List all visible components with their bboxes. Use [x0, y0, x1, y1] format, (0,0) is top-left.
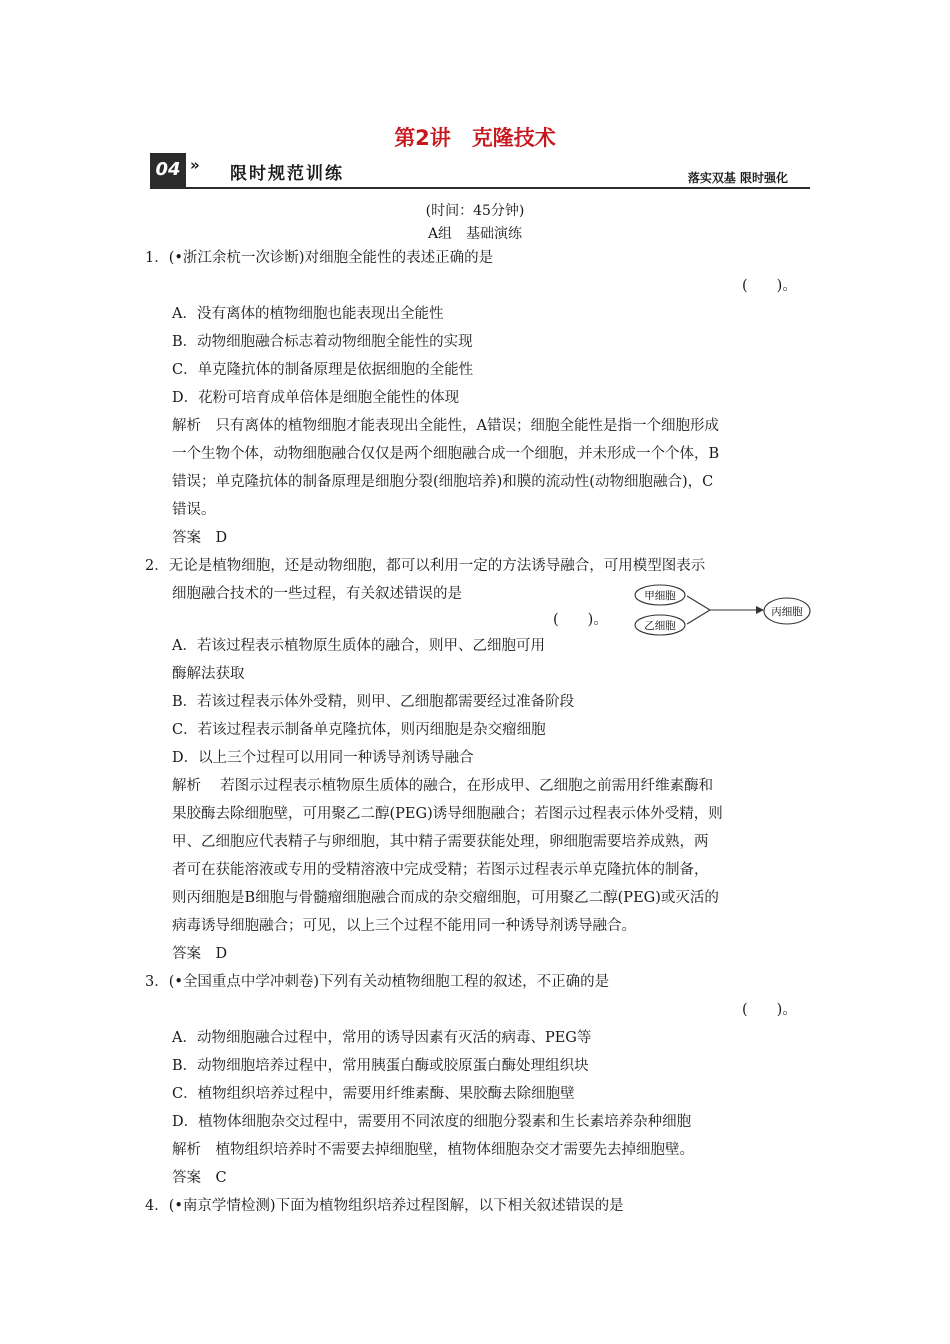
answer-2: 答案 D — [172, 946, 228, 962]
answer-3: 答案 C — [172, 1170, 227, 1186]
explanation-1-line-1: 解析 只有离体的植物细胞才能表现出全能性，A错误；细胞全能性是指一个细胞形成 — [172, 418, 719, 434]
cell-b-label: 乙细胞 — [644, 620, 676, 632]
option-3c: C．植物组织培养过程中，需要用纤维素酶、果胶酶去除细胞壁 — [172, 1086, 575, 1102]
explanation-1-line-3: 错误；单克隆抗体的制备原理是细胞分裂(细胞培养)和膜的流动性(动物细胞融合)，C — [172, 474, 714, 490]
section-title: 限时规范训练 — [230, 164, 344, 184]
explanation-2-line-3: 甲、乙细胞应代表精子与卵细胞，其中精子需要获能处理，卵细胞需要培养成熟，两 — [172, 834, 709, 850]
option-2d: D．以上三个过程可以用同一种诱导剂诱导融合 — [172, 750, 474, 766]
explanation-2-line-6: 病毒诱导细胞融合；可见，以上三个过程不能用同一种诱导剂诱导融合。 — [172, 918, 636, 934]
page-title: 第2讲 克隆技术 — [394, 126, 556, 150]
option-1d: D．花粉可培育成单倍体是细胞全能性的体现 — [172, 390, 460, 406]
question-4-stem: 4．(•南京学情检测)下面为植物组织培养过程图解，以下相关叙述错误的是 — [145, 1198, 624, 1214]
cell-fusion-diagram — [632, 582, 812, 638]
explanation-1-line-2: 一个生物个体，动物细胞融合仅仅是两个细胞融合成一个细胞，并未形成一个个体，B — [172, 446, 720, 462]
merge-line-a — [687, 596, 710, 610]
time-limit: (时间：45分钟) — [425, 203, 525, 219]
answer-1: 答案 D — [172, 530, 228, 546]
option-3d: D．植物体细胞杂交过程中，需要用不同浓度的细胞分裂素和生长素培养杂种细胞 — [172, 1114, 692, 1130]
option-3b: B．动物细胞培养过程中，常用胰蛋白酶或胶原蛋白酶处理组织块 — [172, 1058, 589, 1074]
explanation-2-line-5: 则丙细胞是B细胞与骨髓瘤细胞融合而成的杂交瘤细胞，可用聚乙二醇(PEG)或灭活的 — [172, 890, 719, 906]
explanation-3: 解析 植物组织培养时不需要去掉细胞壁，植物体细胞杂交才需要先去掉细胞壁。 — [172, 1142, 694, 1158]
option-1b: B．动物细胞融合标志着动物细胞全能性的实现 — [172, 334, 473, 350]
double-chevron-icon: » — [190, 156, 200, 174]
option-3a: A．动物细胞融合过程中，常用的诱导因素有灭活的病毒、PEG等 — [172, 1030, 592, 1046]
banner-rule — [150, 187, 810, 189]
cell-fusion-diagram-svg — [632, 582, 812, 638]
cell-a-label: 甲细胞 — [644, 590, 676, 602]
arrow-head-icon — [756, 606, 764, 614]
option-2b: B．若该过程表示体外受精，则甲、乙细胞都需要经过准备阶段 — [172, 694, 575, 710]
option-2c: C．若该过程表示制备单克隆抗体，则丙细胞是杂交瘤细胞 — [172, 722, 546, 738]
cell-c-label: 丙细胞 — [771, 606, 803, 618]
explanation-2-line-1: 解析 若图示过程表示植物原生质体的融合，在形成甲、乙细胞之前需用纤维素酶和 — [172, 778, 714, 794]
section-banner — [150, 150, 810, 190]
answer-blank-2: ( )。 — [553, 612, 608, 628]
option-2a-line-1: A．若该过程表示植物原生质体的融合，则甲、乙细胞可用 — [172, 638, 545, 654]
merge-line-b — [687, 610, 710, 624]
explanation-1-line-4: 错误。 — [172, 502, 216, 518]
question-3-stem: 3．(•全国重点中学冲刺卷)下列有关动植物细胞工程的叙述，不正确的是 — [145, 974, 610, 990]
answer-blank-1: ( )。 — [742, 278, 797, 294]
question-2-stem-line-1: 2．无论是植物细胞，还是动物细胞，都可以利用一定的方法诱导融合，可用模型图表示 — [145, 558, 706, 574]
explanation-2-line-2: 果胶酶去除细胞壁，可用聚乙二醇(PEG)诱导细胞融合；若图示过程表示体外受精，则 — [172, 806, 723, 822]
explanation-2-line-4: 者可在获能溶液或专用的受精溶液中完成受精；若图示过程表示单克隆抗体的制备， — [172, 862, 709, 878]
question-2-stem-line-2: 细胞融合技术的一些过程，有关叙述错误的是 — [172, 586, 462, 602]
option-2a-line-2: 酶解法获取 — [172, 666, 245, 682]
answer-blank-3: ( )。 — [742, 1002, 797, 1018]
option-1c: C．单克隆抗体的制备原理是依据细胞的全能性 — [172, 362, 474, 378]
option-1a: A．没有离体的植物细胞也能表现出全能性 — [172, 306, 444, 322]
section-number-badge: 04 — [150, 153, 186, 187]
group-heading: A组 基础演练 — [427, 226, 523, 242]
section-subtitle: 落实双基 限时强化 — [687, 171, 788, 185]
question-1-stem: 1．(•浙江余杭一次诊断)对细胞全能性的表述正确的是 — [145, 250, 494, 266]
